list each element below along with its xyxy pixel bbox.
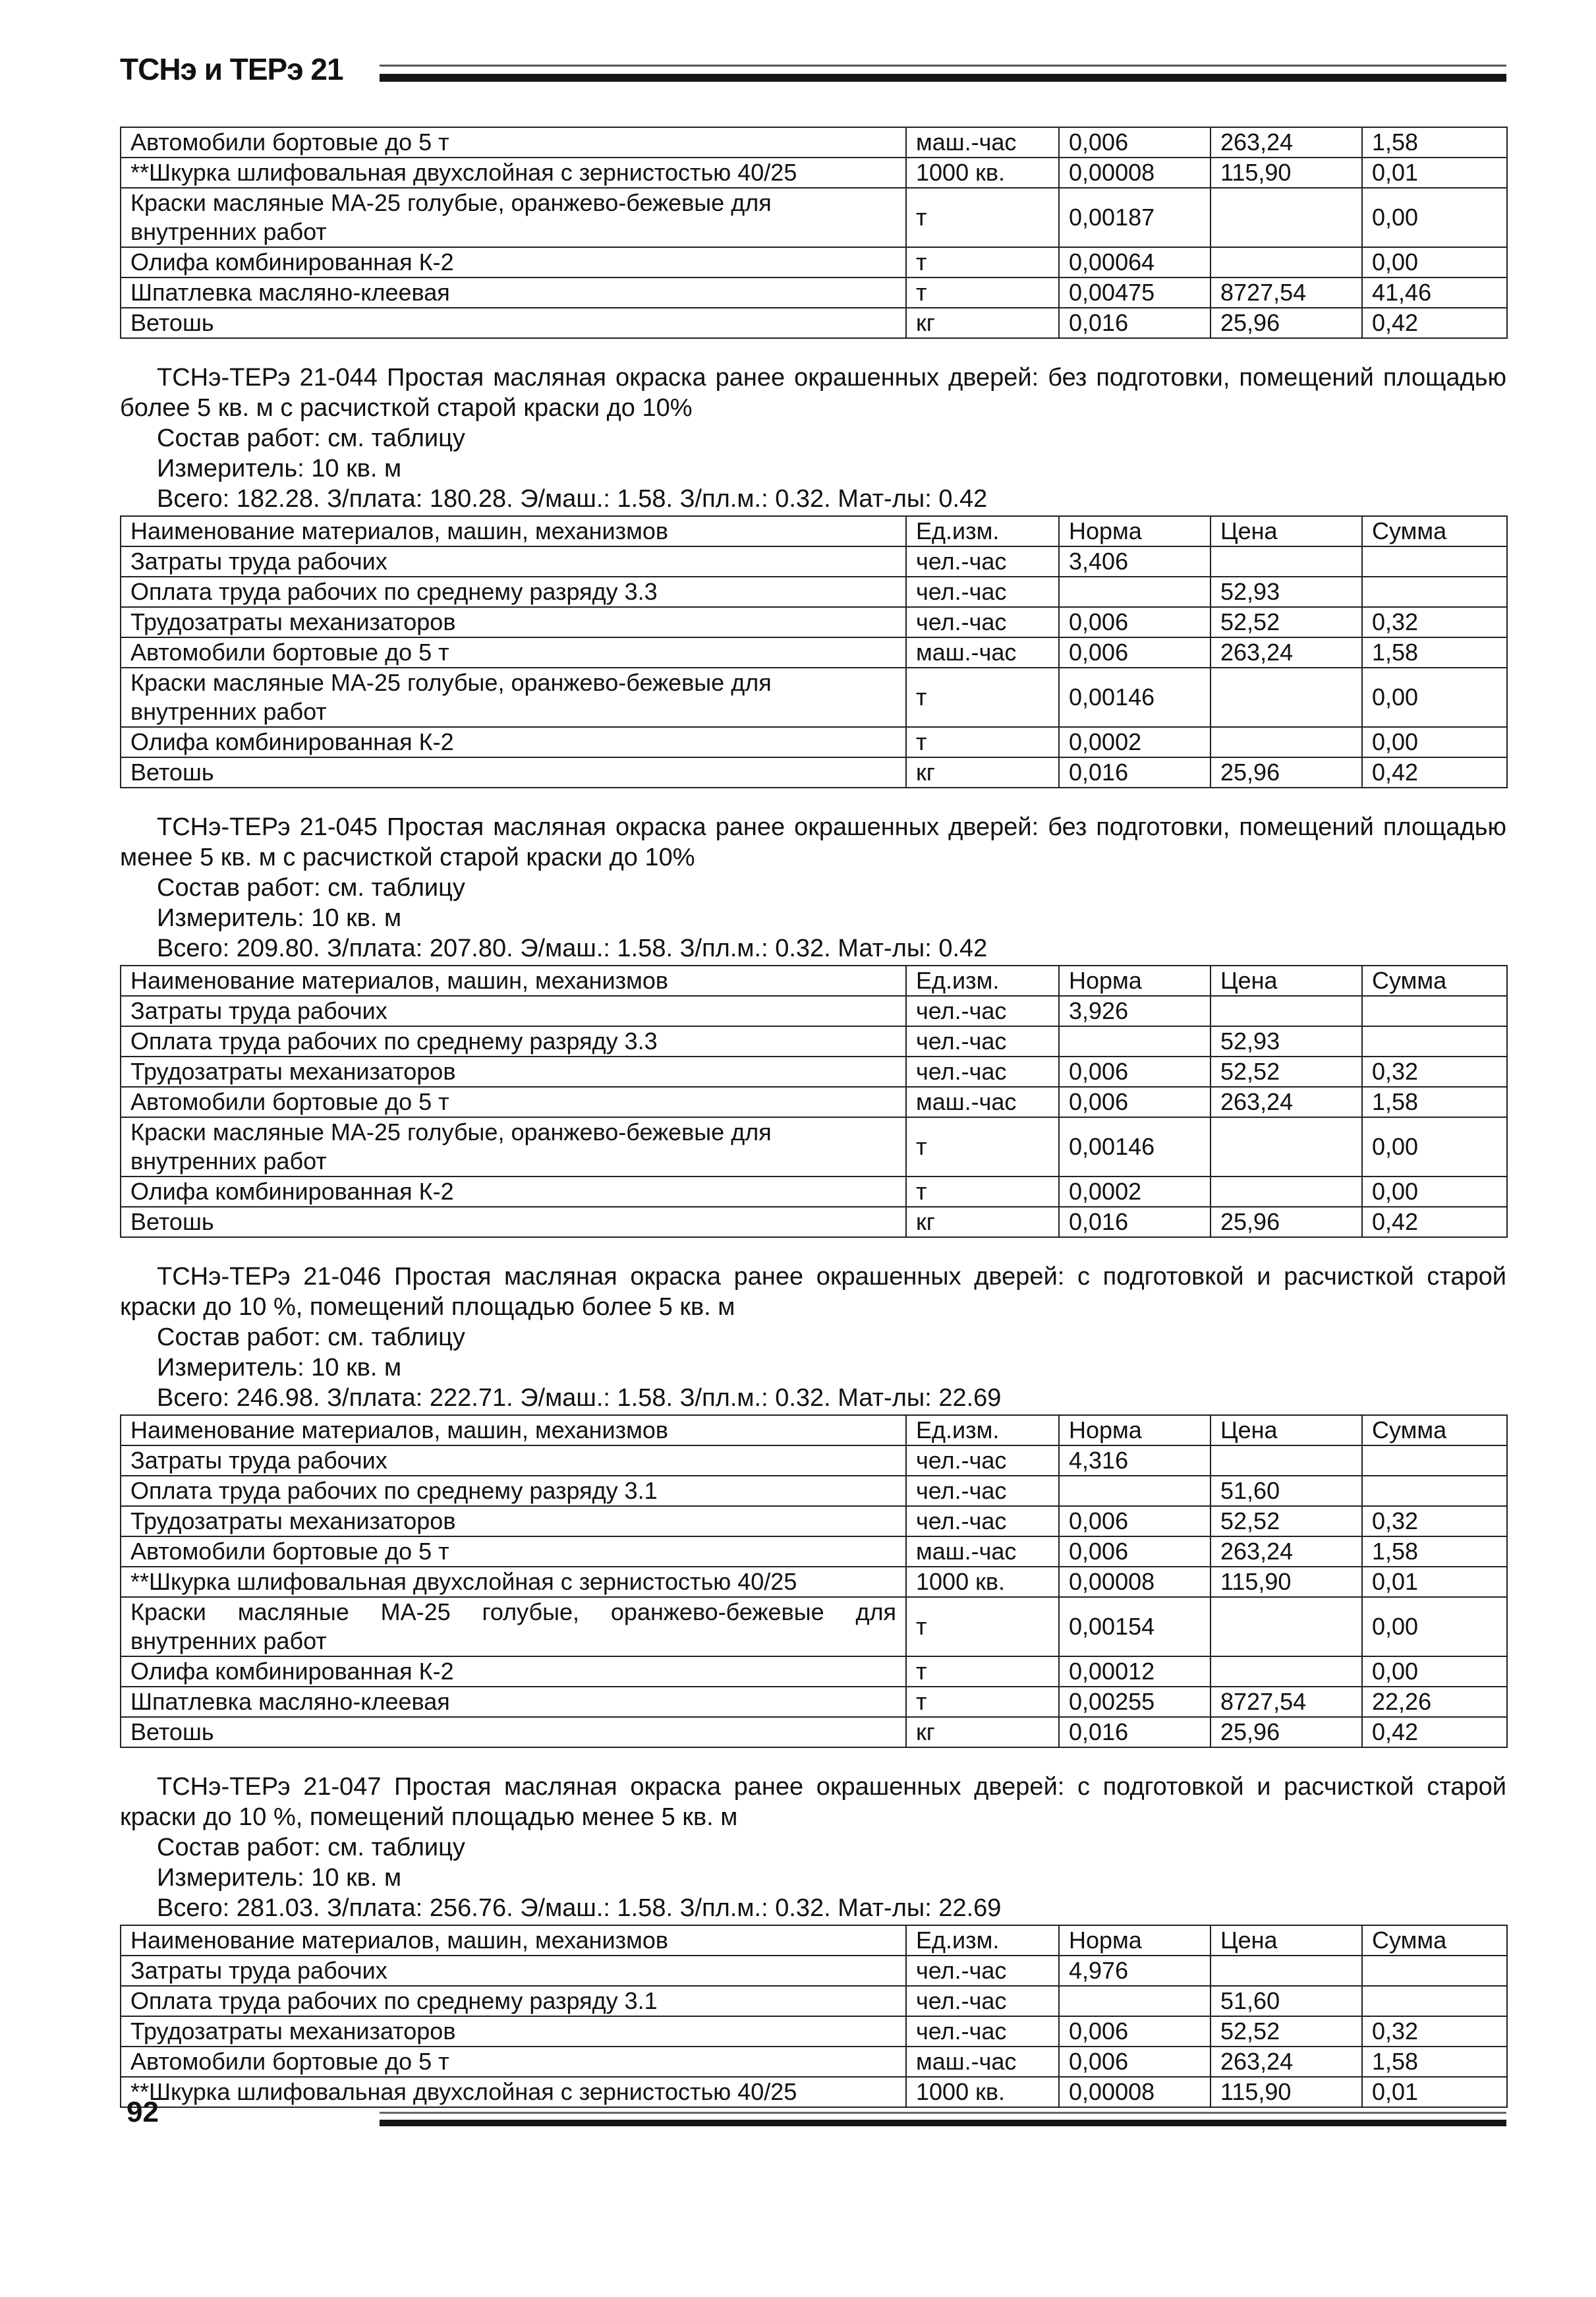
cell-name: Олифа комбинированная К-2: [121, 1656, 906, 1687]
table-cell: чел.-час: [906, 996, 1059, 1026]
table-cell: 263,24: [1211, 1536, 1362, 1567]
norm-table: [120, 1925, 1508, 2108]
cell-name: Автомобили бортовые до 5 т: [121, 1536, 906, 1567]
cell-name: Автомобили бортовые до 5 т: [121, 2047, 906, 2077]
table-row: [121, 1956, 1507, 1986]
cell-name: Олифа комбинированная К-2: [121, 1177, 906, 1207]
table-cell: 0,00: [1362, 188, 1507, 247]
table-cell: маш.-час: [906, 127, 1059, 158]
column-header: Норма: [1059, 1925, 1211, 1956]
table-cell: 1,58: [1362, 127, 1507, 158]
norm-section: [120, 363, 1506, 788]
table-cell: т: [906, 188, 1059, 247]
table-cell: 0,00475: [1059, 277, 1211, 308]
table-cell: т: [906, 727, 1059, 757]
cell-name: Ветошь: [121, 308, 906, 338]
table-cell: 0,42: [1362, 1717, 1507, 1747]
table-cell: 115,90: [1211, 1567, 1362, 1597]
table-cell: маш.-час: [906, 2047, 1059, 2077]
table-cell: 1,58: [1362, 1087, 1507, 1117]
table-row: [121, 607, 1507, 637]
cell-name: Ветошь: [121, 757, 906, 788]
table-cell: 1000 кв.: [906, 1567, 1059, 1597]
cell-name: Шпатлевка масляно-клеевая: [121, 1687, 906, 1717]
table-row: [121, 2016, 1507, 2047]
table-cell: 0,00: [1362, 727, 1507, 757]
table-cell: 52,93: [1211, 577, 1362, 607]
table-cell: 263,24: [1211, 1087, 1362, 1117]
cell-name: Ветошь: [121, 1207, 906, 1237]
table-cell: 1000 кв.: [906, 2077, 1059, 2107]
table-cell: 0,006: [1059, 1536, 1211, 1567]
section-title: ТСНэ-ТЕРэ 21-046 Простая масляная окраска ранее окрашенных дверей: с подготовкой и расчисткой старой краски до 10 %, помещений площадью более 5 кв. м: [120, 1263, 1506, 1321]
table-cell: т: [906, 1687, 1059, 1717]
table-cell: 0,006: [1059, 607, 1211, 637]
table-row: [121, 2047, 1507, 2077]
norm-section: [120, 1772, 1506, 2108]
table-row: [121, 668, 1507, 727]
table-cell: 0,006: [1059, 637, 1211, 668]
table-cell: т: [906, 247, 1059, 277]
column-header: Ед.изм.: [906, 1415, 1059, 1445]
column-header: Сумма: [1362, 966, 1507, 996]
table-row: [121, 1567, 1507, 1597]
table-cell: [1059, 577, 1211, 607]
table-cell: 0,00: [1362, 668, 1507, 727]
cell-name: Затраты труда рабочих: [121, 1445, 906, 1476]
table-cell: 0,00: [1362, 1597, 1507, 1656]
table-row: [121, 1476, 1507, 1506]
norm-table: [120, 1414, 1508, 1748]
table-cell: 0,01: [1362, 158, 1507, 188]
table-cell: 0,0002: [1059, 1177, 1211, 1207]
table-row: [121, 188, 1507, 247]
table-cell: [1211, 1117, 1362, 1177]
table-row: [121, 757, 1507, 788]
table-row: [121, 1717, 1507, 1747]
table-cell: [1211, 727, 1362, 757]
table-cell: [1211, 1445, 1362, 1476]
table-cell: [1211, 546, 1362, 577]
table-cell: т: [906, 1177, 1059, 1207]
section-total: Всего: 246.98. З/плата: 222.71. Э/маш.: 1.58. З/пл.м.: 0.32. Мат-лы: 22.69: [157, 1384, 1002, 1412]
table-cell: [1362, 1476, 1507, 1506]
cell-name: Затраты труда рабочих: [121, 1956, 906, 1986]
column-header: Ед.изм.: [906, 516, 1059, 546]
table-cell: 0,006: [1059, 127, 1211, 158]
section-title: ТСНэ-ТЕРэ 21-047 Простая масляная окраска ранее окрашенных дверей: с подготовкой и расчисткой старой краски до 10 %, помещений площадью менее 5 кв. м: [120, 1773, 1506, 1831]
page-number: 92: [127, 2096, 159, 2128]
table-cell: [1211, 996, 1362, 1026]
table-cell: 0,00: [1362, 247, 1507, 277]
table-cell: [1211, 188, 1362, 247]
column-header: Ед.изм.: [906, 966, 1059, 996]
table-cell: 0,01: [1362, 1567, 1507, 1597]
table-cell: 0,32: [1362, 1057, 1507, 1087]
table-cell: чел.-час: [906, 2016, 1059, 2047]
table-cell: [1362, 546, 1507, 577]
section-composition: Состав работ: см. таблицу: [157, 1323, 465, 1351]
section-meter: Измеритель: 10 кв. м: [157, 904, 402, 932]
cell-name: **Шкурка шлифовальная двухслойная с зернистостью 40/25: [121, 2077, 906, 2107]
section-meter: Измеритель: 10 кв. м: [157, 455, 402, 482]
table-cell: 8727,54: [1211, 277, 1362, 308]
section-composition: Состав работ: см. таблицу: [157, 1834, 465, 1861]
cell-name: Автомобили бортовые до 5 т: [121, 127, 906, 158]
cell-name: Трудозатраты механизаторов: [121, 607, 906, 637]
cell-name: Затраты труда рабочих: [121, 546, 906, 577]
column-header: Наименование материалов, машин, механизмов: [121, 1925, 906, 1956]
table-cell: 1,58: [1362, 2047, 1507, 2077]
table-cell: 0,42: [1362, 757, 1507, 788]
table-cell: 0,00008: [1059, 1567, 1211, 1597]
cell-name: Шпатлевка масляно-клеевая: [121, 277, 906, 308]
table-cell: 41,46: [1362, 277, 1507, 308]
table-cell: 25,96: [1211, 1207, 1362, 1237]
table-cell: 263,24: [1211, 127, 1362, 158]
column-header: Сумма: [1362, 1415, 1507, 1445]
norm-section: [120, 812, 1506, 1238]
table-cell: чел.-час: [906, 1506, 1059, 1536]
table-cell: 0,0002: [1059, 727, 1211, 757]
table-row: [121, 1177, 1507, 1207]
cell-name: Трудозатраты механизаторов: [121, 2016, 906, 2047]
table-cell: 4,316: [1059, 1445, 1211, 1476]
cell-name: Олифа комбинированная К-2: [121, 247, 906, 277]
table-cell: 0,32: [1362, 1506, 1507, 1536]
table-cell: т: [906, 1656, 1059, 1687]
table-row: [121, 127, 1507, 158]
table-cell: [1362, 1956, 1507, 1986]
table-cell: 0,32: [1362, 607, 1507, 637]
table-cell: т: [906, 1117, 1059, 1177]
cell-name: Краски масляные МА-25 голубые, оранжево-бежевые для внутренних работ: [121, 188, 906, 247]
table-row: [121, 277, 1507, 308]
table-cell: 51,60: [1211, 1986, 1362, 2016]
table-cell: 0,00012: [1059, 1656, 1211, 1687]
column-header: Наименование материалов, машин, механизмов: [121, 516, 906, 546]
table-cell: [1059, 1026, 1211, 1057]
table-cell: [1211, 1597, 1362, 1656]
table-cell: 0,01: [1362, 2077, 1507, 2107]
column-header: Норма: [1059, 966, 1211, 996]
table-cell: 0,00008: [1059, 2077, 1211, 2107]
table-row: [121, 577, 1507, 607]
cell-name: **Шкурка шлифовальная двухслойная с зернистостью 40/25: [121, 158, 906, 188]
table-row: [121, 1656, 1507, 1687]
table-row: [121, 996, 1507, 1026]
table-cell: 52,52: [1211, 607, 1362, 637]
continued-norm-table: [120, 127, 1508, 339]
column-header: Цена: [1211, 516, 1362, 546]
table-cell: 25,96: [1211, 308, 1362, 338]
table-cell: 1,58: [1362, 1536, 1507, 1567]
column-header: Норма: [1059, 516, 1211, 546]
page-content: [120, 127, 1506, 2108]
table-cell: 22,26: [1362, 1687, 1507, 1717]
table-cell: 3,406: [1059, 546, 1211, 577]
table-row: [121, 546, 1507, 577]
table-row: [121, 247, 1507, 277]
table-cell: 0,00187: [1059, 188, 1211, 247]
table-cell: 1,58: [1362, 637, 1507, 668]
section-meter: Измеритель: 10 кв. м: [157, 1354, 402, 1381]
table-cell: чел.-час: [906, 1057, 1059, 1087]
column-header: Наименование материалов, машин, механизмов: [121, 1415, 906, 1445]
table-row: [121, 1087, 1507, 1117]
table-cell: [1362, 996, 1507, 1026]
table-cell: маш.-час: [906, 1536, 1059, 1567]
table-row: [121, 158, 1507, 188]
table-cell: 0,00154: [1059, 1597, 1211, 1656]
cell-name: Олифа комбинированная К-2: [121, 727, 906, 757]
table-cell: 263,24: [1211, 637, 1362, 668]
table-cell: маш.-час: [906, 1087, 1059, 1117]
table-cell: кг: [906, 757, 1059, 788]
table-cell: 0,00064: [1059, 247, 1211, 277]
table-row: [121, 1026, 1507, 1057]
table-cell: [1362, 1445, 1507, 1476]
table-cell: [1362, 1026, 1507, 1057]
table-cell: 0,006: [1059, 1057, 1211, 1087]
table-cell: 0,016: [1059, 308, 1211, 338]
table-cell: [1211, 668, 1362, 727]
section-total: Всего: 209.80. З/плата: 207.80. Э/маш.: 1.58. З/пл.м.: 0.32. Мат-лы: 0.42: [157, 935, 988, 962]
norm-section: [120, 1262, 1506, 1748]
table-row: [121, 727, 1507, 757]
section-meter: Измеритель: 10 кв. м: [157, 1864, 402, 1892]
table-cell: 0,00008: [1059, 158, 1211, 188]
table-cell: [1362, 1986, 1507, 2016]
column-header: Цена: [1211, 1925, 1362, 1956]
table-cell: 0,00: [1362, 1656, 1507, 1687]
cell-name: **Шкурка шлифовальная двухслойная с зернистостью 40/25: [121, 1567, 906, 1597]
table-cell: 8727,54: [1211, 1687, 1362, 1717]
cell-name: Оплата труда рабочих по среднему разряду 3.1: [121, 1476, 906, 1506]
table-cell: т: [906, 1597, 1059, 1656]
table-row: [121, 637, 1507, 668]
footer-rule: [380, 2120, 1506, 2126]
table-cell: 0,00: [1362, 1177, 1507, 1207]
table-cell: чел.-час: [906, 607, 1059, 637]
cell-name: Автомобили бортовые до 5 т: [121, 637, 906, 668]
table-cell: 0,32: [1362, 2016, 1507, 2047]
table-cell: т: [906, 277, 1059, 308]
page-header-title: ТСНэ и ТЕРэ 21: [120, 52, 343, 86]
column-header: Сумма: [1362, 1925, 1507, 1956]
table-cell: 25,96: [1211, 1717, 1362, 1747]
section-composition: Состав работ: см. таблицу: [157, 424, 465, 452]
cell-name: Оплата труда рабочих по среднему разряду 3.3: [121, 577, 906, 607]
cell-name: Оплата труда рабочих по среднему разряду 3.1: [121, 1986, 906, 2016]
page-footer: [120, 2096, 1506, 2136]
table-cell: 0,00: [1362, 1117, 1507, 1177]
table-cell: чел.-час: [906, 577, 1059, 607]
table-row: [121, 1597, 1507, 1656]
table-cell: 52,52: [1211, 2016, 1362, 2047]
table-cell: [1059, 1986, 1211, 2016]
table-cell: 0,42: [1362, 1207, 1507, 1237]
section-total: Всего: 182.28. З/плата: 180.28. Э/маш.: 1.58. З/пл.м.: 0.32. Мат-лы: 0.42: [157, 485, 988, 513]
table-cell: 0,00146: [1059, 668, 1211, 727]
table-cell: 0,006: [1059, 2016, 1211, 2047]
cell-name: Автомобили бортовые до 5 т: [121, 1087, 906, 1117]
table-cell: чел.-час: [906, 546, 1059, 577]
footer-rule-thin: [380, 2112, 1506, 2114]
norm-table: [120, 965, 1508, 1238]
table-cell: [1211, 1177, 1362, 1207]
table-cell: 4,976: [1059, 1956, 1211, 1986]
table-cell: 263,24: [1211, 2047, 1362, 2077]
column-header: Ед.изм.: [906, 1925, 1059, 1956]
table-cell: 52,93: [1211, 1026, 1362, 1057]
cell-name: Оплата труда рабочих по среднему разряду 3.3: [121, 1026, 906, 1057]
cell-name: Ветошь: [121, 1717, 906, 1747]
table-row: [121, 1506, 1507, 1536]
table-cell: 115,90: [1211, 2077, 1362, 2107]
table-cell: 3,926: [1059, 996, 1211, 1026]
table-cell: кг: [906, 308, 1059, 338]
table-cell: чел.-час: [906, 1986, 1059, 2016]
table-cell: 0,016: [1059, 1207, 1211, 1237]
table-row: [121, 1117, 1507, 1177]
column-header: Норма: [1059, 1415, 1211, 1445]
header-rule: [380, 74, 1506, 82]
table-header-row: [121, 1925, 1507, 1956]
section-title: ТСНэ-ТЕРэ 21-045 Простая масляная окраска ранее окрашенных дверей: без подготовки, помещений площадью менее 5 кв. м с расчисткой старой краски до 10%: [120, 813, 1506, 871]
table-cell: 0,006: [1059, 2047, 1211, 2077]
table-cell: кг: [906, 1207, 1059, 1237]
table-cell: 0,00255: [1059, 1687, 1211, 1717]
cell-name: Краски масляные МА-25 голубые, оранжево-бежевые для внутренних работ: [121, 668, 906, 727]
cell-name: Затраты труда рабочих: [121, 996, 906, 1026]
column-header: Цена: [1211, 966, 1362, 996]
table-cell: 52,52: [1211, 1057, 1362, 1087]
table-row: [121, 1207, 1507, 1237]
column-header: Сумма: [1362, 516, 1507, 546]
table-row: [121, 308, 1507, 338]
table-row: [121, 1536, 1507, 1567]
column-header: Цена: [1211, 1415, 1362, 1445]
table-cell: чел.-час: [906, 1476, 1059, 1506]
cell-name: Трудозатраты механизаторов: [121, 1057, 906, 1087]
table-cell: 51,60: [1211, 1476, 1362, 1506]
table-cell: 1000 кв.: [906, 158, 1059, 188]
table-cell: 115,90: [1211, 158, 1362, 188]
table-row: [121, 1057, 1507, 1087]
table-cell: 0,016: [1059, 757, 1211, 788]
table-cell: чел.-час: [906, 1445, 1059, 1476]
table-cell: [1211, 1956, 1362, 1986]
table-row: [121, 1687, 1507, 1717]
table-cell: маш.-час: [906, 637, 1059, 668]
table-cell: [1211, 1656, 1362, 1687]
column-header: Наименование материалов, машин, механизмов: [121, 966, 906, 996]
table-header-row: [121, 1415, 1507, 1445]
table-cell: чел.-час: [906, 1956, 1059, 1986]
table-cell: чел.-час: [906, 1026, 1059, 1057]
table-cell: [1211, 247, 1362, 277]
table-cell: Краски масляные МА-25 голубые, оранжево-бежевые для внутренних работ: [121, 1597, 906, 1656]
table-cell: 25,96: [1211, 757, 1362, 788]
cell-name: Трудозатраты механизаторов: [121, 1506, 906, 1536]
section-total: Всего: 281.03. З/плата: 256.76. Э/маш.: 1.58. З/пл.м.: 0.32. Мат-лы: 22.69: [157, 1894, 1002, 1922]
section-title: ТСНэ-ТЕРэ 21-044 Простая масляная окраска ранее окрашенных дверей: без подготовки, помещений площадью более 5 кв. м с расчисткой старой краски до 10%: [120, 364, 1506, 422]
table-cell: [1362, 577, 1507, 607]
table-header-row: [121, 966, 1507, 996]
table-cell: т: [906, 668, 1059, 727]
table-row: [121, 1445, 1507, 1476]
table-cell: 0,42: [1362, 308, 1507, 338]
cell-name: Краски масляные МА-25 голубые, оранжево-бежевые для внутренних работ: [121, 1117, 906, 1177]
table-cell: 0,006: [1059, 1506, 1211, 1536]
table-cell: 0,006: [1059, 1087, 1211, 1117]
table-header-row: [121, 516, 1507, 546]
table-cell: кг: [906, 1717, 1059, 1747]
table-row: [121, 1986, 1507, 2016]
page-header: [120, 47, 1506, 100]
table-cell: 0,00146: [1059, 1117, 1211, 1177]
section-composition: Состав работ: см. таблицу: [157, 874, 465, 902]
table-cell: 52,52: [1211, 1506, 1362, 1536]
norm-table: [120, 515, 1508, 788]
table-cell: 0,016: [1059, 1717, 1211, 1747]
table-cell: [1059, 1476, 1211, 1506]
header-rule-thin: [380, 65, 1506, 67]
